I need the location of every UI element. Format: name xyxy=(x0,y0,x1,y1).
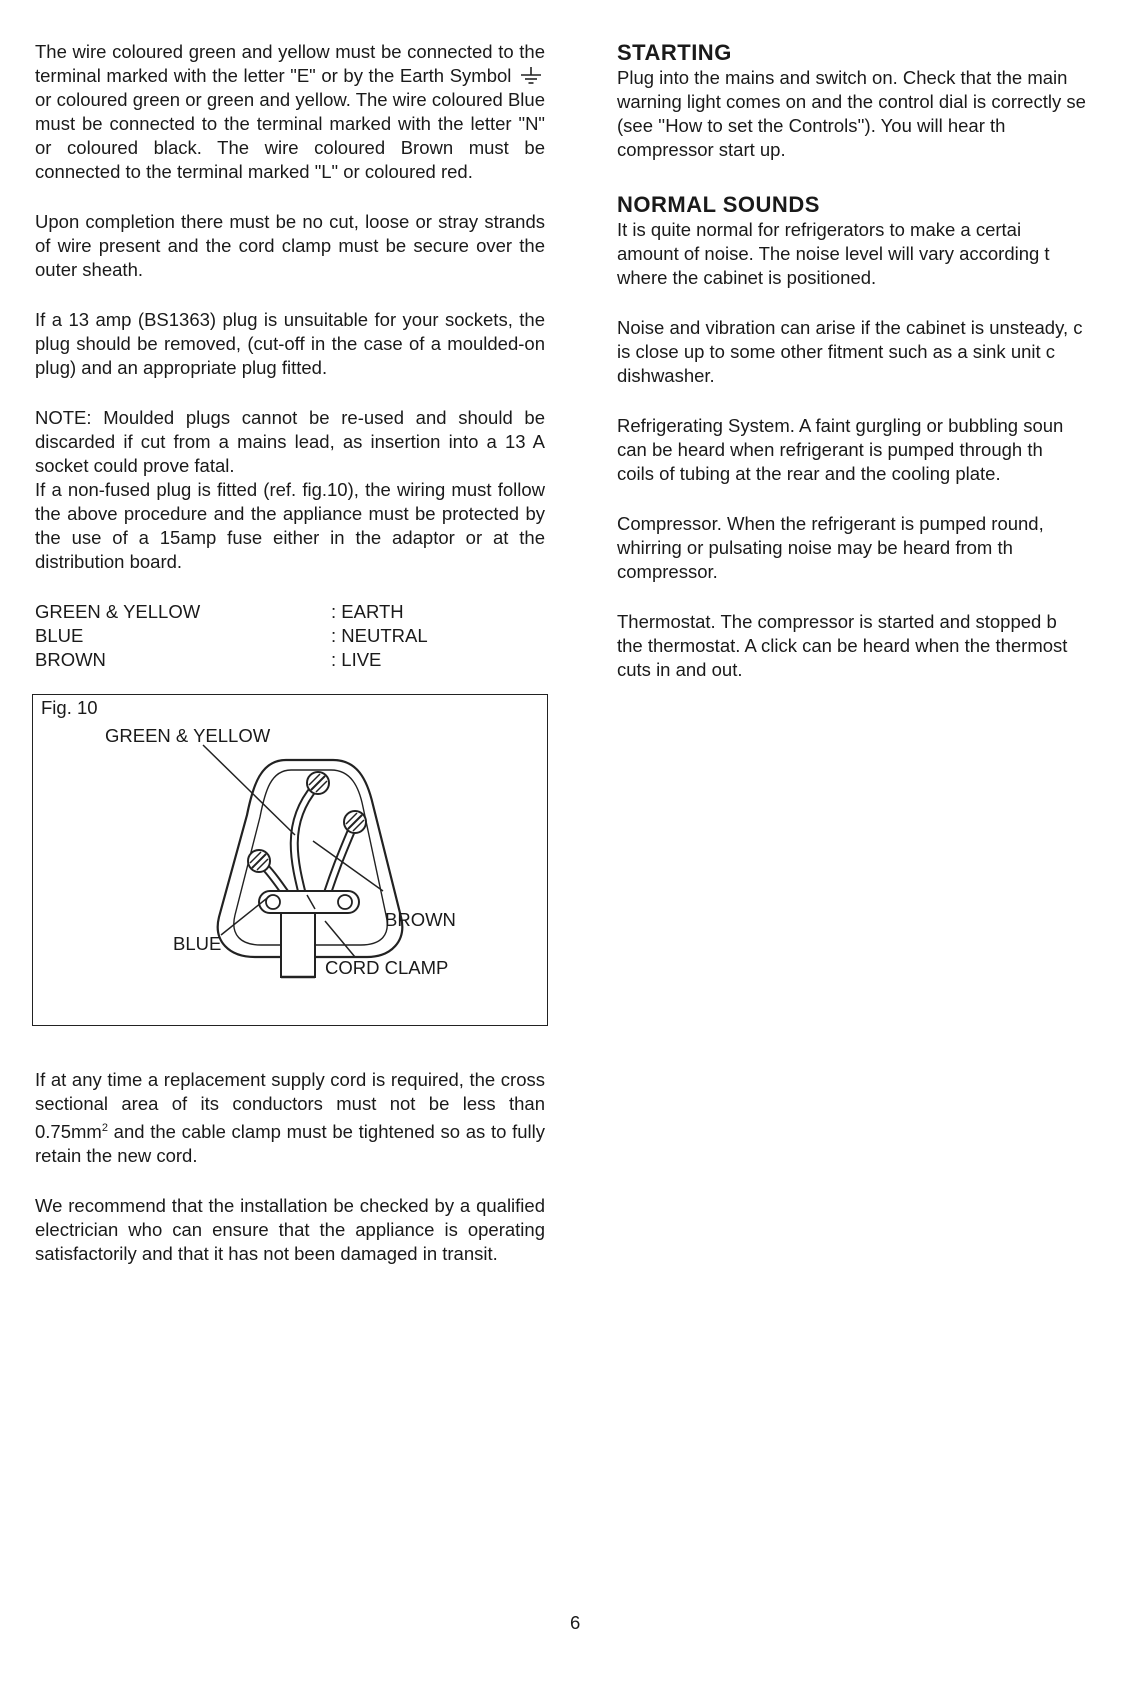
wiring-paragraph xyxy=(35,40,545,184)
label-brown: BROWN xyxy=(385,909,456,930)
text-line: Plug into the mains and switch on. Check that the main xyxy=(617,67,1068,88)
label-blue: BLUE xyxy=(173,933,222,954)
noise-vibration-paragraph xyxy=(617,316,1117,388)
text-line: warning light comes on and the control dial is correctly se xyxy=(617,91,1086,112)
wire-colour-table xyxy=(35,600,428,672)
text-line: the thermostat. A click can be heard when the thermost xyxy=(617,635,1068,656)
text-line: compressor. xyxy=(617,561,718,582)
wire-colour: BLUE xyxy=(35,625,84,646)
text-line: coils of tubing at the rear and the cooling plate. xyxy=(617,463,1001,484)
text-line: Thermostat. The compressor is started and stopped b xyxy=(617,611,1057,632)
text-line: compressor start up. xyxy=(617,139,786,160)
squared-superscript: 2 xyxy=(101,1122,108,1134)
wiring-text-end: or coloured green or green and yellow. The wire coloured Blue must be connected to the terminal marked with the letter "N" or coloured black. The wire coloured Brown must be connected to the terminal marked "L" or coloured red. xyxy=(35,89,545,182)
moulded-plug-note: NOTE: Moulded plugs cannot be re-used and should be discarded if cut from a mains lead, as insertion into a 13 A socket could prove fatal. xyxy=(35,407,545,476)
text-line: is close up to some other fitment such as a sink unit c xyxy=(617,341,1056,362)
starting-heading: STARTING xyxy=(617,40,732,65)
wire-function: : LIVE xyxy=(331,649,382,670)
normal-sounds-heading: NORMAL SOUNDS xyxy=(617,192,820,217)
green-yellow-leader xyxy=(203,745,295,835)
text-line: dishwasher. xyxy=(617,365,715,386)
normal-sounds-paragraph xyxy=(617,218,1117,290)
figure-caption: Fig. 10 xyxy=(41,697,98,718)
compressor-paragraph xyxy=(617,512,1117,584)
live-terminal xyxy=(344,811,366,833)
text-line: Noise and vibration can arise if the cabinet is unsteady, c xyxy=(617,317,1083,338)
recommend-electrician-paragraph: We recommend that the installation be checked by a qualified electrician who can ensure that the appliance is operating satisfactorily and that it has not been damaged in transit. xyxy=(35,1195,545,1265)
text-line: whirring or pulsating noise may be heard from th xyxy=(617,537,1013,558)
table-row xyxy=(35,600,428,624)
text-line: where the cabinet is positioned. xyxy=(617,267,877,288)
page-number: 6 xyxy=(570,1612,581,1633)
non-fused-plug-paragraph: If a non-fused plug is fitted (ref. fig.10), the wiring must follow the above procedure and the appliance must be protected by the use of a 15amp fuse either in the adaptor or at the distribution board. xyxy=(35,479,545,572)
plug-unsuitable-paragraph: If a 13 amp (BS1363) plug is unsuitable for your sockets, the plug should be removed, (cut-off in the case of a moulded-on plug) and an appropriate plug fitted. xyxy=(35,309,545,378)
blue-leader xyxy=(221,895,271,935)
right-column xyxy=(617,40,1117,708)
text-line: It is quite normal for refrigerators to make a certai xyxy=(617,219,1022,240)
text-line: (see ''How to set the Controls''). You will hear th xyxy=(617,115,1006,136)
cord-clamp-leader xyxy=(325,921,355,957)
text-line: Refrigerating System. A faint gurgling or bubbling soun xyxy=(617,415,1064,436)
text-line: amount of noise. The noise level will vary according t xyxy=(617,243,1050,264)
cord-clamp-shape xyxy=(259,891,359,913)
wire-colour: BROWN xyxy=(35,649,106,670)
wire-colour: GREEN & YELLOW xyxy=(35,601,201,622)
earth-terminal xyxy=(307,772,329,794)
text-line: Compressor. When the refrigerant is pumped round, xyxy=(617,513,1044,534)
table-row xyxy=(35,648,428,672)
label-cord-clamp: CORD CLAMP xyxy=(325,957,449,978)
neutral-terminal xyxy=(248,850,270,872)
text-line: cuts in and out. xyxy=(617,659,743,680)
cable-sheath xyxy=(281,913,315,977)
starting-paragraph xyxy=(617,66,1117,162)
replacement-cord-paragraph xyxy=(35,1068,545,1168)
refrigerating-system-paragraph xyxy=(617,414,1117,486)
wire-function: : NEUTRAL xyxy=(331,625,428,646)
label-green-yellow: GREEN & YELLOW xyxy=(105,725,271,746)
wire-function: : EARTH xyxy=(331,601,404,622)
replacement-cord-text-end: and the cable clamp must be tightened so as to fully retain the new cord. xyxy=(35,1121,545,1167)
replacement-cord-text: If at any time a replacement supply cord is required, the cross sectional area of its conductors must not be less than 0.75mm xyxy=(35,1069,545,1143)
figure-10-box xyxy=(32,694,548,1026)
thermostat-paragraph xyxy=(617,610,1117,682)
table-row xyxy=(35,624,428,648)
text-line: can be heard when refrigerant is pumped through th xyxy=(617,439,1043,460)
left-column xyxy=(35,40,545,1292)
cut-strands-paragraph: Upon completion there must be no cut, loose or stray strands of wire present and the cord clamp must be secure over the outer sheath. xyxy=(35,211,545,280)
wiring-text-start: The wire coloured green and yellow must be connected to the terminal marked with the letter "E" or by the Earth Symbol xyxy=(35,41,545,86)
earth-symbol-icon xyxy=(517,67,545,85)
